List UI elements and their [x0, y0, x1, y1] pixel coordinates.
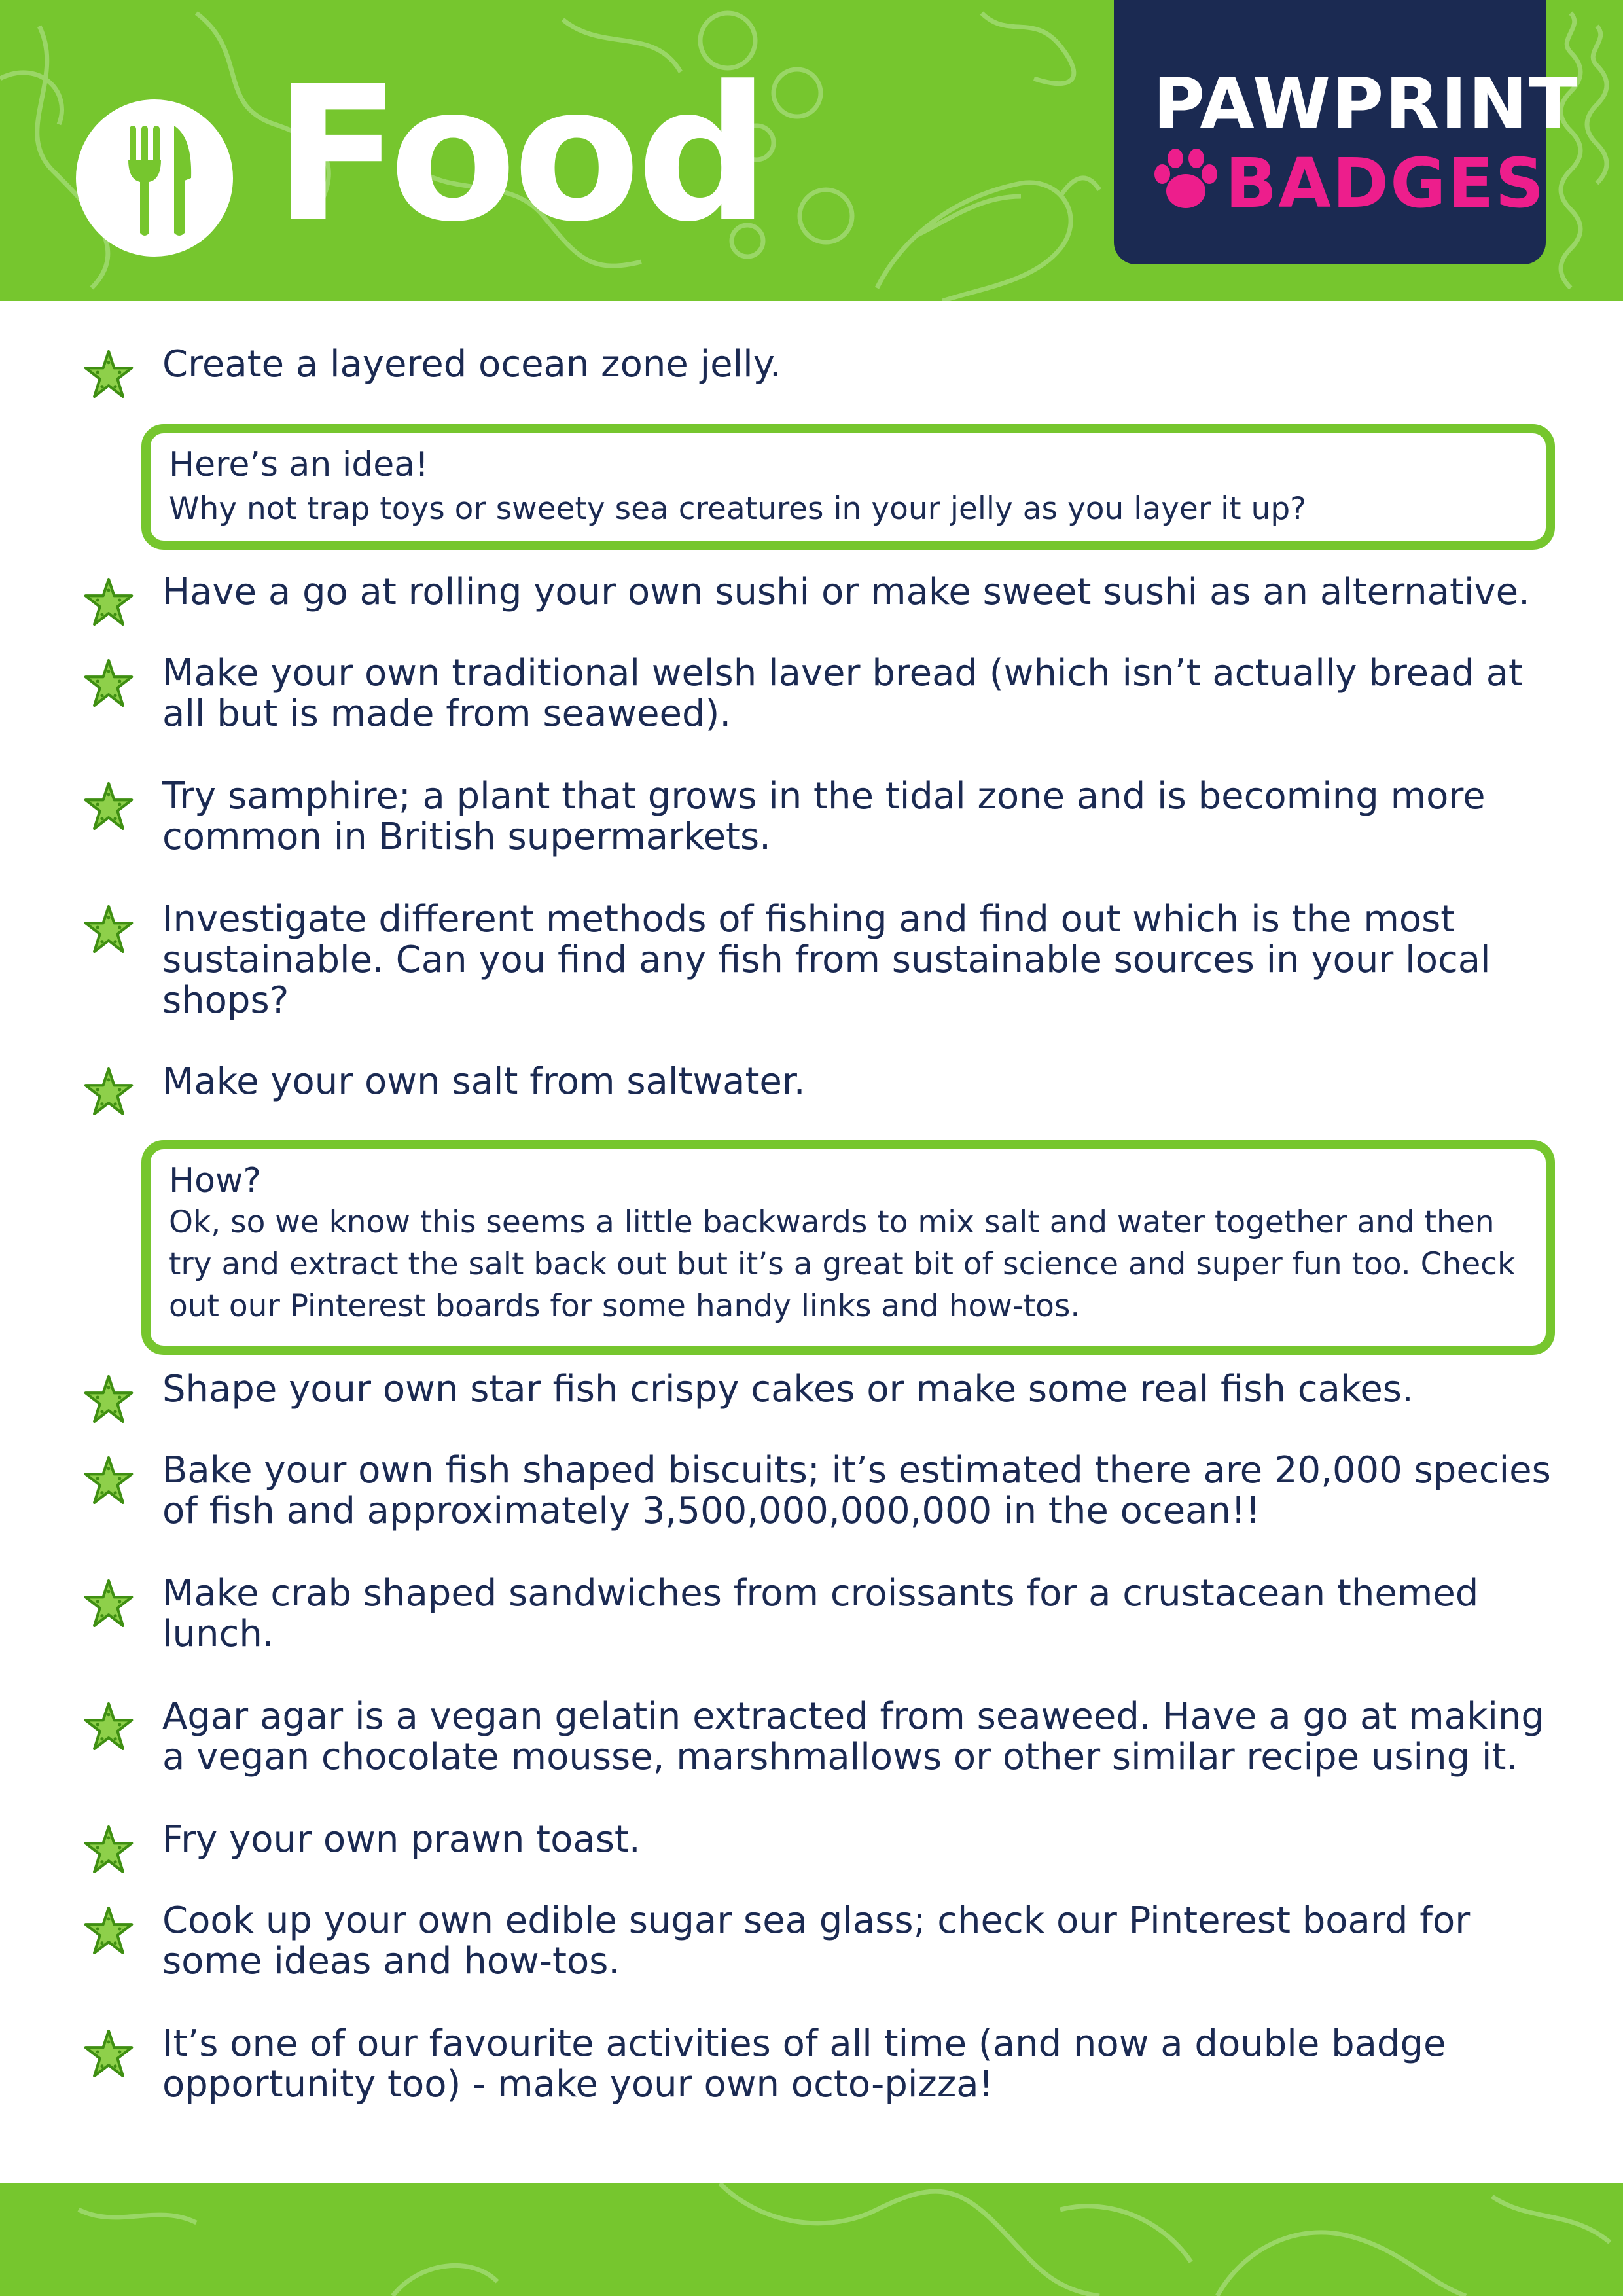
item-text: Bake your own fish shaped biscuits; it’s estimated there are 20,000 species of fish and approximately 3,500,000,000,000 in the ocean!!: [162, 1449, 1551, 1532]
item-text: Create a layered ocean zone jelly.: [162, 343, 781, 386]
item-text: Make your own traditional welsh laver bread (which isn’t actually bread at all but is made from seaweed).: [162, 652, 1523, 735]
starfish-icon: [79, 903, 139, 958]
starfish-icon: [79, 2028, 139, 2083]
item-text: Make your own salt from saltwater.: [162, 1060, 806, 1103]
callout-body: Ok, so we know this seems a little backwards to mix salt and water together and then try and extract the salt back out but it’s a great bit of science and super fun too. Check out our Pinterest boards for some handy links and how-tos.: [169, 1204, 1516, 1324]
sea-pattern-decoration: [0, 2183, 1623, 2296]
callout-body: Why not trap toys or sweety sea creatures in your jelly as you layer it up?: [169, 491, 1307, 527]
starfish-icon: [79, 1373, 139, 1428]
fork-knife-icon: [76, 99, 233, 257]
item-text: Agar agar is a vegan gelatin extracted from seaweed. Have a go at making a vegan chocolate mousse, marshmallows or other similar recipe using it.: [162, 1695, 1544, 1778]
starfish-icon: [79, 1454, 139, 1509]
idea-callout: [141, 424, 1555, 550]
page-title: Food: [274, 46, 766, 262]
starfish-icon: [79, 657, 139, 712]
item-text: Have a go at rolling your own sushi or make sweet sushi as an alternative.: [162, 571, 1530, 613]
item-text: Cook up your own edible sugar sea glass; check our Pinterest board for some ideas and how-tos.: [162, 1899, 1471, 1982]
item-text: Investigate different methods of fishing and find out which is the most sustainable. Can you find any fish from sustainable sources in your local shops?: [162, 898, 1491, 1022]
item-text: Make crab shaped sandwiches from croissants for a crustacean themed lunch.: [162, 1572, 1479, 1655]
starfish-icon: [79, 1905, 139, 1960]
starfish-icon: [79, 1823, 139, 1878]
starfish-icon: [79, 576, 139, 631]
starfish-icon: [79, 780, 139, 835]
starfish-icon: [79, 1700, 139, 1755]
logo-line-2: BADGES: [1225, 143, 1546, 223]
item-text: Shape your own star fish crispy cakes or make some real fish cakes.: [162, 1368, 1414, 1410]
paw-icon: [1152, 148, 1220, 213]
starfish-icon: [79, 1577, 139, 1632]
item-text: Try samphire; a plant that grows in the tidal zone and is becoming more common in British supermarkets.: [162, 775, 1486, 858]
item-text: It’s one of our favourite activities of all time (and now a double badge opportunity too) - make your own octo-pizza!: [162, 2022, 1446, 2106]
callout-heading: Here’s an idea!: [169, 445, 429, 484]
starfish-icon: [79, 1066, 139, 1121]
how-callout: [141, 1140, 1555, 1355]
header-banner: [0, 0, 1623, 301]
logo-line-1: PAWPRINT: [1153, 63, 1578, 145]
callout-heading: How?: [169, 1161, 262, 1200]
starfish-icon: [79, 348, 139, 403]
footer-banner: [0, 2183, 1623, 2296]
pawprint-badges-logo: [1114, 0, 1578, 264]
item-text: Fry your own prawn toast.: [162, 1818, 641, 1861]
